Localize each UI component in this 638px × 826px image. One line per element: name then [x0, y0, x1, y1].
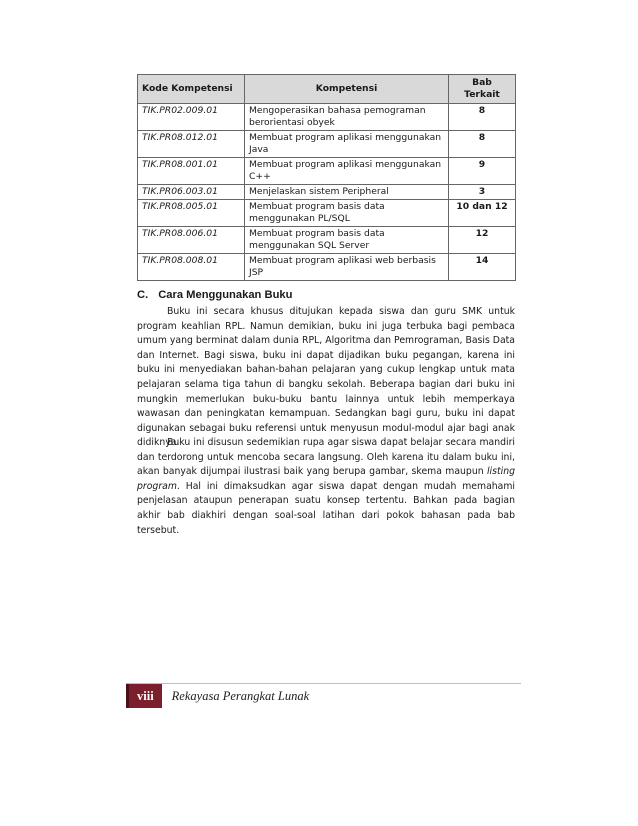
paragraph-2-italic: listing program: [137, 466, 515, 492]
section-title: Cara Menggunakan Buku: [158, 289, 293, 301]
cell-kode: TIK.PR08.012.01: [138, 131, 245, 158]
cell-kompetensi: [245, 131, 449, 158]
cell-kode: TIK.PR06.003.01: [138, 185, 245, 200]
cell-bab: 14: [449, 254, 516, 281]
kompetensi-line2: menggunakan PL/SQL: [249, 213, 350, 224]
cell-bab: 3: [449, 185, 516, 200]
table-row: [138, 227, 516, 254]
table-row: [138, 254, 516, 281]
cell-kode: TIK.PR08.006.01: [138, 227, 245, 254]
paragraph-1: [137, 305, 515, 451]
kompetensi-line1: Membuat program basis data: [249, 201, 385, 212]
kompetensi-line2: C++: [249, 171, 271, 182]
header-bab-line2: Terkait: [464, 89, 500, 100]
cell-kode: TIK.PR08.001.01: [138, 158, 245, 185]
book-title: Rekayasa Perangkat Lunak: [171, 688, 310, 703]
kompetensi-line2: JSP: [249, 267, 264, 278]
table-row: [138, 185, 516, 200]
page-footer: [126, 684, 309, 708]
section-letter: C.: [137, 289, 149, 301]
cell-kode: TIK.PR08.008.01: [138, 254, 245, 281]
table-row: [138, 158, 516, 185]
cell-bab: 9: [449, 158, 516, 185]
page-number: viii: [126, 684, 162, 708]
competency-table-container: [137, 74, 515, 281]
cell-bab: 10 dan 12: [449, 200, 516, 227]
cell-kompetensi: [245, 158, 449, 185]
paragraph-2: [137, 436, 515, 538]
table-header-row: [138, 75, 516, 104]
kompetensi-line2: Java: [249, 144, 269, 155]
cell-bab: 8: [449, 131, 516, 158]
table-row: [138, 104, 516, 131]
kompetensi-line2: berorientasi obyek: [249, 117, 335, 128]
cell-kode: TIK.PR08.005.01: [138, 200, 245, 227]
header-bab-terkait: [449, 75, 516, 104]
table-row: [138, 200, 516, 227]
paragraph-2-text-end: . Hal ini dimaksudkan agar siswa dapat dengan mudah memahami penjelasan ataupun penerapan suatu konsep tertentu. Bahkan pada bagian akhir bab diakhiri dengan soal-soal latihan dari pokok bahasan pada bab tersebut.: [137, 480, 515, 536]
section-heading: [137, 289, 292, 301]
kompetensi-line1: Membuat program aplikasi web berbasis: [249, 255, 436, 266]
cell-kompetensi: [245, 104, 449, 131]
header-bab-line1: Bab: [472, 77, 492, 88]
cell-kompetensi: [245, 185, 449, 200]
cell-kode: TIK.PR02.009.01: [138, 104, 245, 131]
kompetensi-line1: Mengoperasikan bahasa pemograman: [249, 105, 426, 116]
paragraph-2-text-start: Buku ini disusun sedemikian rupa agar siswa dapat belajar secara mandiri dan terdorong untuk mencoba secara langsung. Oleh karena itu dalam buku ini, akan banyak dijumpai ilustrasi baik yang berupa gambar, skema maupun: [137, 437, 515, 478]
kompetensi-line2: menggunakan SQL Server: [249, 240, 370, 251]
header-kode-kompetensi: Kode Kompetensi: [138, 75, 245, 104]
kompetensi-line1: Membuat program aplikasi menggunakan: [249, 132, 442, 143]
cell-kompetensi: [245, 254, 449, 281]
cell-bab: 8: [449, 104, 516, 131]
kompetensi-line1: Membuat program aplikasi menggunakan: [249, 159, 442, 170]
cell-kompetensi: [245, 200, 449, 227]
kompetensi-line1: Menjelaskan sistem Peripheral: [249, 186, 389, 197]
paragraph-1-text: Buku ini secara khusus ditujukan kepada siswa dan guru SMK untuk program keahlian RPL. Namun demikian, buku ini juga terbuka bagi pembaca umum yang berminat dalam dunia RPL, Algoritma dan Pemrograman, Basis Data dan Internet. Bagi siswa, buku ini dapat dijadikan buku pegangan, karena ini buku ini menyediakan bahan-bahan pelajaran yang cukup lengkap untuk mata pelajaran selama tiga tahun di bangku sekolah. Beberapa bagian dari buku ini mungkin memerlukan buku-buku bantu lainnya untuk lebih memperkaya wawasan dan peningkatan kemampuan. Sedangkan bagi guru, buku ini dapat digunakan sebagai buku referensi untuk menyusun modul-modul ajar bagi anak didiknya.: [137, 306, 515, 449]
table-row: [138, 131, 516, 158]
cell-kompetensi: [245, 227, 449, 254]
competency-table: [137, 74, 516, 281]
header-kompetensi: Kompetensi: [245, 75, 449, 104]
kompetensi-line1: Membuat program basis data: [249, 228, 385, 239]
cell-bab: 12: [449, 227, 516, 254]
